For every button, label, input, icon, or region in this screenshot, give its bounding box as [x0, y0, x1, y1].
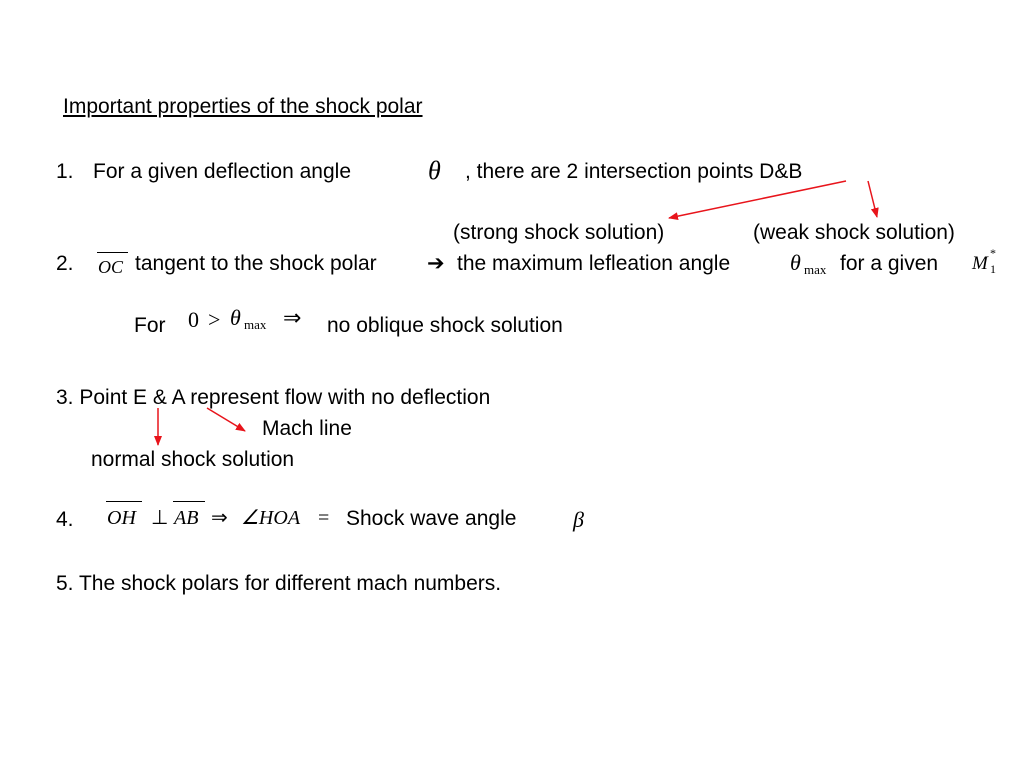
- perpendicular-icon: ⊥: [151, 507, 169, 529]
- item1-text-after: , there are 2 intersection points D&B: [465, 160, 803, 183]
- condition-theta-symbol: θ: [230, 305, 241, 330]
- oh-segment: OH: [107, 507, 136, 529]
- mach-m: M: [972, 253, 988, 274]
- angle-hoa: ∠HOA: [241, 507, 301, 529]
- condition-zero: 0: [188, 307, 199, 332]
- for-label: For: [134, 314, 166, 337]
- condition-gt: >: [208, 307, 221, 332]
- strong-shock-label: (strong shock solution): [453, 221, 665, 244]
- arrow-to-weak: [868, 181, 877, 217]
- mach-line-label: Mach line: [262, 417, 352, 440]
- arrow-to-strong: [669, 181, 846, 218]
- beta-symbol: β: [573, 507, 584, 532]
- theta-symbol: θ: [428, 156, 441, 185]
- weak-shock-label: (weak shock solution): [753, 221, 955, 244]
- item2-text-c: for a given: [840, 252, 939, 275]
- ab-segment: AB: [174, 507, 199, 529]
- theta-max-theta: θ: [790, 250, 801, 275]
- item1-text-before: For a given deflection angle: [93, 160, 351, 183]
- item5-text: 5. The shock polars for different mach numbers.: [56, 572, 502, 595]
- normal-shock-label: normal shock solution: [91, 448, 295, 471]
- theta-max-sub: max: [804, 262, 827, 277]
- condition-theta-sub: max: [244, 317, 267, 332]
- shock-wave-angle-text: Shock wave angle: [346, 507, 517, 530]
- oc-segment: OC: [98, 257, 124, 277]
- item4-number: 4.: [56, 508, 74, 531]
- item1-number: 1.: [56, 160, 74, 183]
- mach-sub: 1: [990, 262, 996, 276]
- item3-text: 3. Point E & A represent flow with no deflection: [56, 386, 491, 409]
- item2-number: 2.: [56, 252, 74, 275]
- equals-sign: =: [318, 507, 330, 529]
- implies-icon-2: ⇒: [211, 507, 228, 529]
- slide-title: Important properties of the shock polar: [63, 95, 423, 118]
- arrow-to-mach-line: [207, 408, 245, 431]
- mach-star: *: [990, 246, 996, 260]
- item2-text-b: the maximum lefleation angle: [457, 252, 731, 275]
- implies-icon: ⇒: [283, 305, 302, 330]
- no-oblique-text: no oblique shock solution: [327, 314, 563, 337]
- bold-arrow-icon: ➔: [427, 252, 445, 275]
- item2-text-a: tangent to the shock polar: [135, 252, 377, 275]
